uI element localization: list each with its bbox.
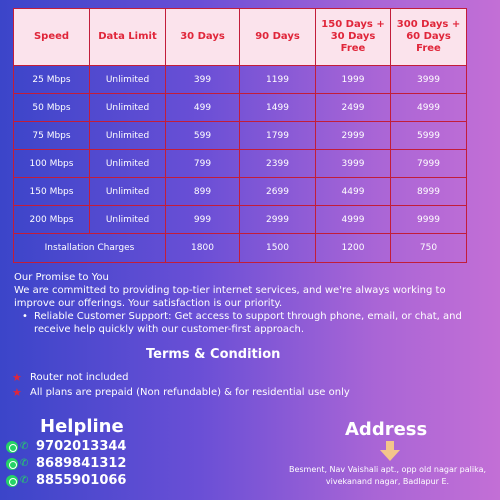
phone-number[interactable]: 9702013344 [36, 439, 127, 454]
promise-bullet: Reliable Customer Support: Get access to support through phone, email, or chat, and receive help quickly with our customer-first approach. [34, 311, 462, 335]
cell-speed: 25 Mbps [14, 66, 90, 94]
header-150-days: 150 Days + 30 Days Free [316, 9, 391, 66]
cell-30: 599 [166, 122, 240, 150]
cell-90: 1799 [240, 122, 316, 150]
cell-150: 2499 [316, 94, 391, 122]
table-row [14, 150, 467, 178]
term-text: Router not included [30, 372, 129, 383]
cell-limit: Unlimited [90, 122, 166, 150]
phone-icon: ✆ [20, 441, 29, 452]
arrow-down-icon [379, 440, 401, 462]
promise-body: We are committed to providing top-tier internet services, and we're always working to improve our offerings. Your satisfaction is our priority. [14, 285, 446, 309]
phone-number[interactable]: 8855901066 [36, 473, 127, 488]
cell-speed: 75 Mbps [14, 122, 90, 150]
header-30-days: 30 Days [166, 9, 240, 66]
phone-entry [6, 473, 126, 488]
table-row [14, 94, 467, 122]
cell-300: 3999 [391, 66, 467, 94]
phone-number[interactable]: 8689841312 [36, 456, 127, 471]
list-item [22, 310, 484, 336]
cell-limit: Unlimited [90, 150, 166, 178]
phone-entry [6, 456, 126, 471]
cell-150: 4499 [316, 178, 391, 206]
cell-30: 799 [166, 150, 240, 178]
installation-row [14, 234, 467, 263]
whatsapp-icon [6, 458, 18, 470]
pricing-table [13, 8, 467, 263]
cell-150: 3999 [316, 150, 391, 178]
cell-300: 7999 [391, 150, 467, 178]
cell-30: 899 [166, 178, 240, 206]
table-row [14, 122, 467, 150]
header-300-days: 300 Days + 60 Days Free [391, 9, 467, 66]
cell-90: 2699 [240, 178, 316, 206]
table-row [14, 206, 467, 234]
table-row [14, 178, 467, 206]
terms-title: Terms & Condition [146, 347, 281, 362]
cell-150: 1999 [316, 66, 391, 94]
cell-limit: Unlimited [90, 178, 166, 206]
cell-90: 2999 [240, 206, 316, 234]
phone-icon: ✆ [20, 458, 29, 469]
cell-90: 1199 [240, 66, 316, 94]
cell-limit: Unlimited [90, 206, 166, 234]
cell-speed: 150 Mbps [14, 178, 90, 206]
phone-icon: ✆ [20, 475, 29, 486]
cell-90: 2399 [240, 150, 316, 178]
cell-90: 1499 [240, 94, 316, 122]
header-90-days: 90 Days [240, 9, 316, 66]
promise-list [14, 310, 484, 336]
install-30: 1800 [166, 234, 240, 263]
cell-30: 999 [166, 206, 240, 234]
cell-speed: 200 Mbps [14, 206, 90, 234]
cell-speed: 100 Mbps [14, 150, 90, 178]
install-90: 1500 [240, 234, 316, 263]
cell-150: 2999 [316, 122, 391, 150]
term-item [12, 371, 128, 384]
address-text: Besment, Nav Vaishali apt., opp old nagar palika, vivekanand nagar, Badlapur E. [288, 465, 487, 486]
header-data-limit: Data Limit [90, 9, 166, 66]
whatsapp-icon [6, 475, 18, 487]
cell-300: 8999 [391, 178, 467, 206]
cell-limit: Unlimited [90, 94, 166, 122]
cell-300: 4999 [391, 94, 467, 122]
whatsapp-icon [6, 441, 18, 453]
star-icon: ★ [12, 386, 22, 399]
bullet-icon: • [22, 311, 28, 322]
install-300: 750 [391, 234, 467, 263]
table-header-row [14, 9, 467, 66]
star-icon: ★ [12, 371, 22, 384]
promise-heading: Our Promise to You [14, 272, 109, 283]
cell-limit: Unlimited [90, 66, 166, 94]
header-speed: Speed [14, 9, 90, 66]
term-text: All plans are prepaid (Non refundable) & for residential use only [30, 387, 350, 398]
install-150: 1200 [316, 234, 391, 263]
cell-300: 5999 [391, 122, 467, 150]
cell-30: 499 [166, 94, 240, 122]
promise-section [14, 271, 484, 336]
cell-300: 9999 [391, 206, 467, 234]
cell-30: 399 [166, 66, 240, 94]
term-item [12, 386, 350, 399]
phone-entry [6, 439, 126, 454]
helpline-title: Helpline [40, 416, 124, 437]
installation-label: Installation Charges [14, 234, 166, 263]
cell-speed: 50 Mbps [14, 94, 90, 122]
table-row [14, 66, 467, 94]
address-title: Address [345, 419, 428, 440]
cell-150: 4999 [316, 206, 391, 234]
